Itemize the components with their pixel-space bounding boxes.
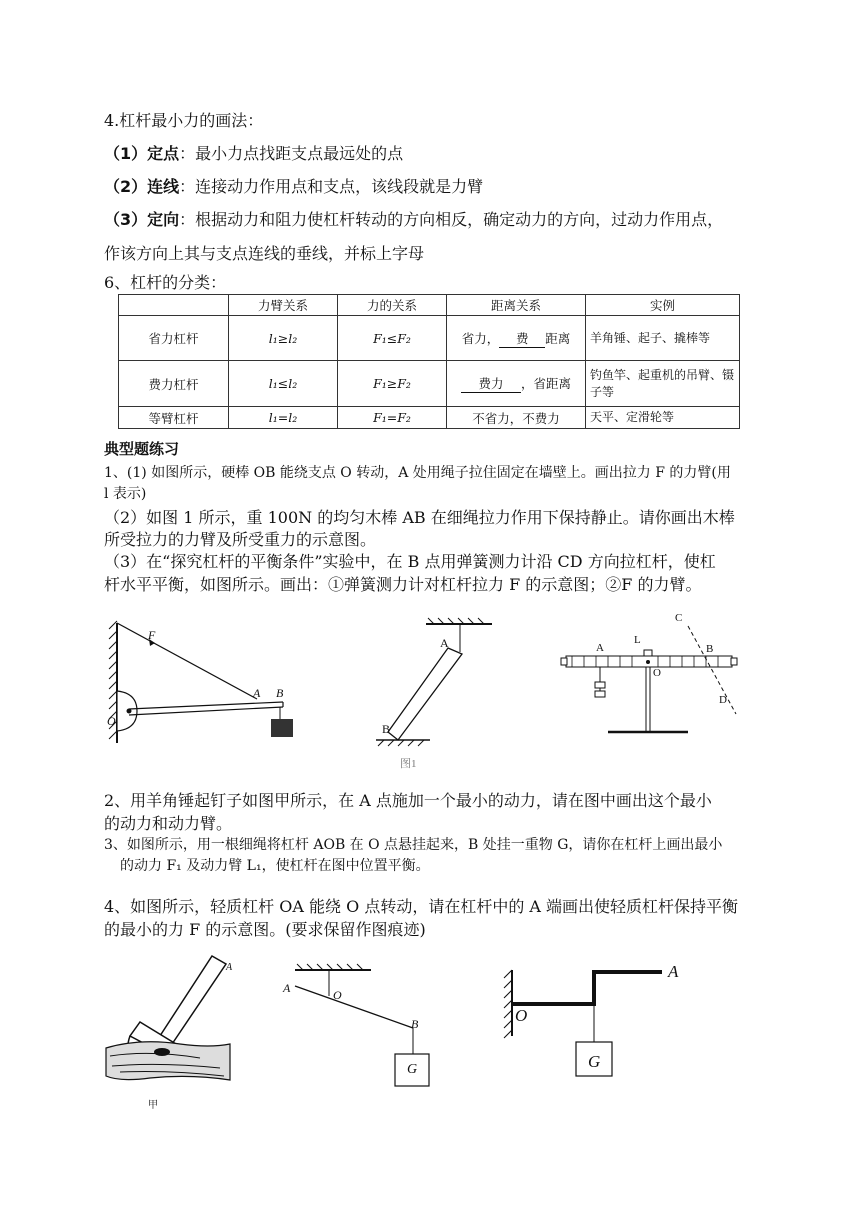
step-2	[104, 176, 483, 198]
step-3	[104, 209, 723, 231]
table-row	[119, 407, 740, 429]
fig6-label-g: G	[588, 1052, 601, 1071]
lever-classification-table	[118, 294, 740, 429]
step-3-text: ：根据动力和阻力使杠杆转动的方向相反，确定动力的方向，过动力作用点，	[179, 210, 724, 229]
table-header-distance: 距离关系	[447, 295, 586, 316]
fig2-caption: 图1	[400, 758, 417, 770]
fig5-label-g: G	[407, 1062, 418, 1077]
row-example: 钓鱼竿、起重机的吊臂、镊子等	[586, 361, 740, 407]
figure-aob-lever	[285, 962, 445, 1090]
fig3-label-l: L	[634, 634, 641, 646]
row-type: 等臂杠杆	[119, 407, 229, 429]
fig3-label-c: C	[675, 612, 683, 624]
step-1-key: 定点	[147, 144, 180, 163]
section-4-heading: 4.杠杆最小力的画法：	[104, 111, 264, 130]
row-distance	[447, 316, 586, 361]
fig4-label-a: A	[226, 962, 233, 973]
step-2-text: ：连接动力作用点和支点，该线段就是力臂	[179, 177, 484, 196]
fig3-label-o: O	[653, 667, 661, 679]
fig3-label-a: A	[596, 642, 604, 654]
fig5-label-a: A	[283, 981, 291, 995]
step-1-num: （1）	[104, 144, 148, 163]
row-force: F₁≤F₂	[338, 316, 447, 361]
fig1-label-f: F	[148, 628, 156, 642]
step-2-num: （2）	[104, 177, 148, 196]
dist-pre: 省力，	[461, 330, 500, 346]
table-header-empty	[119, 295, 229, 316]
question-1b-cont: 所受拉力的力臂及所受重力的示意图。	[104, 530, 377, 549]
row-force: F₁≥F₂	[338, 361, 447, 407]
fig6-label-o: O	[515, 1006, 528, 1025]
dist-pre: 不省力，不费力	[472, 410, 560, 426]
figure-hanging-rod	[370, 616, 500, 766]
dist-blank: 费	[499, 329, 545, 348]
fig5-label-b: B	[411, 1017, 419, 1031]
table-header-example: 实例	[586, 295, 740, 316]
figure-claw-hammer	[100, 952, 240, 1102]
table-header-row	[119, 295, 740, 316]
table-row	[119, 361, 740, 407]
row-example: 羊角锤、起子、撬棒等	[586, 316, 740, 361]
dist-post: 距离	[545, 330, 571, 346]
fig1-label-a: A	[253, 686, 261, 700]
step-1-text: ：最小力点找距支点最远处的点	[179, 144, 404, 163]
fig3-label-b: B	[706, 643, 714, 655]
fig4-caption: 甲	[148, 1100, 158, 1111]
question-3: 3、如图所示，用一根细绳将杠杆 AOB 在 O 点悬挂起来，B 处挂一重物 G，请你在杠杆上画出最小	[104, 837, 723, 853]
table-header-force: 力的关系	[338, 295, 447, 316]
question-2-cont: 的动力和动力臂。	[104, 814, 233, 833]
row-distance	[447, 361, 586, 407]
row-arm: l₁≤l₂	[229, 361, 338, 407]
row-type: 费力杠杆	[119, 361, 229, 407]
fig2-label-a: A	[440, 636, 449, 650]
figure-balance-lever	[560, 614, 744, 744]
fig2-label-b: B	[382, 722, 391, 736]
fig5-label-o: O	[333, 988, 342, 1002]
dist-blank: 费力	[461, 374, 521, 393]
step-1	[104, 143, 403, 165]
question-4: 4、如图所示，轻质杠杆 OA 能绕 O 点转动，请在杠杆中的 A 端画出使轻质杠杆保持平衡	[104, 897, 739, 916]
row-type: 省力杠杆	[119, 316, 229, 361]
fig3-label-d: D	[719, 694, 727, 706]
fig6-label-a: A	[668, 962, 679, 981]
row-example: 天平、定滑轮等	[586, 407, 740, 429]
fig1-label-b: B	[276, 686, 284, 700]
question-1a: 1、(1) 如图所示，硬棒 OB 能绕支点 O 转动，A 处用绳子拉住固定在墙壁上。画出拉力 F 的力臂(用	[104, 465, 731, 481]
dist-post: ，省距离	[520, 376, 571, 391]
question-4-cont: 的最小的力 F 的示意图。(要求保留作图痕迹)	[104, 920, 426, 939]
section-6-heading: 6、杠杆的分类：	[104, 273, 227, 292]
row-distance	[447, 407, 586, 429]
table-header-arm: 力臂关系	[229, 295, 338, 316]
row-arm: l₁=l₂	[229, 407, 338, 429]
question-1b: （2）如图 1 所示，重 100N 的均匀木棒 AB 在细绳拉力作用下保持静止。请你画出木棒	[104, 508, 735, 527]
question-1a-cont: l 表示)	[104, 486, 147, 502]
row-arm: l₁≥l₂	[229, 316, 338, 361]
practice-heading: 典型题练习	[104, 440, 180, 458]
question-1c-cont: 杆水平平衡，如图所示。画出：①弹簧测力计对杠杆拉力 F 的示意图；②F 的力臂。	[104, 575, 702, 594]
question-2: 2、用羊角锤起钉子如图甲所示，在 A 点施加一个最小的动力，请在图中画出这个最小	[104, 791, 712, 810]
question-3-cont: 的动力 F₁ 及动力臂 L₁，使杠杆在图中位置平衡。	[120, 858, 430, 874]
question-1c: （3）在“探究杠杆的平衡条件”实验中，在 B 点用弹簧测力计沿 CD 方向拉杠杆，使杠	[104, 552, 716, 571]
step-3-continued: 作该方向上其与支点连线的垂线，并标上字母	[104, 244, 425, 263]
step-3-num: （3）	[104, 210, 148, 229]
figure-wall-lever	[105, 615, 305, 747]
step-2-key: 连线	[147, 177, 180, 196]
row-force: F₁=F₂	[338, 407, 447, 429]
step-3-key: 定向	[147, 210, 180, 229]
fig1-label-o: O	[107, 714, 116, 728]
table-row	[119, 316, 740, 361]
